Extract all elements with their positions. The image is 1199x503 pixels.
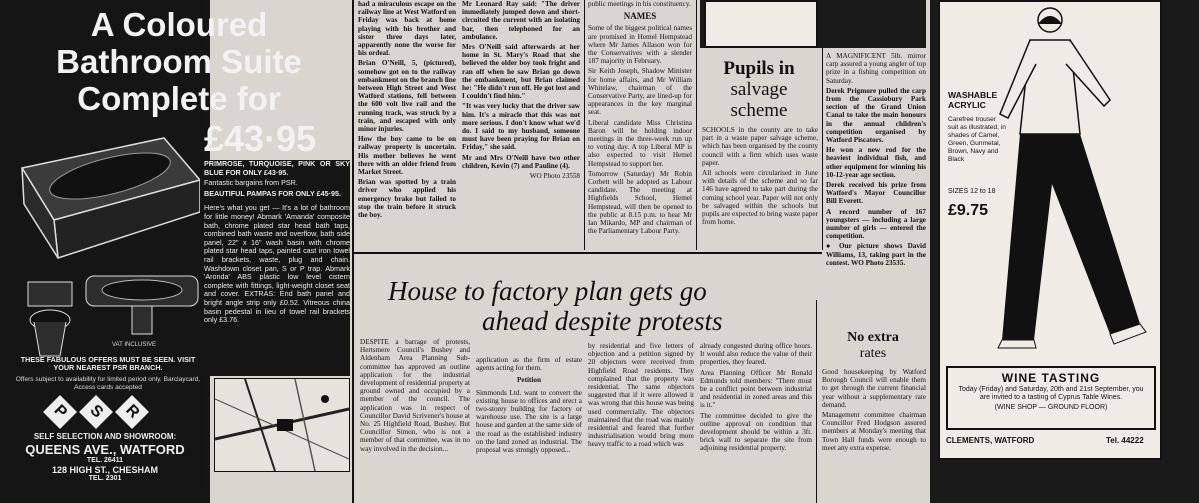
rail-para-8: Mr and Mrs O'Neill have two other children, Kevin (7) and Pauline (4). xyxy=(462,153,580,170)
column-rule xyxy=(696,0,697,250)
clements-store: CLEMENTS, WATFORD xyxy=(946,436,1035,445)
wine-location: (WINE SHOP — GROUND FLOOR) xyxy=(994,403,1108,411)
tel-chesham: TEL. 2301 xyxy=(88,475,122,482)
names-para-4: Tomorrow (Saturday) Mr Robin Corbett will be adopted as Labour candidate. The meeting at Highfields School, Hemel Hempstead, will then be opened to the public at 8.15 p.m. to hear Mr Ian Mikardo, MP and chairman of the Parliamentary Labour Party. xyxy=(588,169,692,236)
house-headline-1: House to factory plan gets go xyxy=(388,276,707,306)
pupils-headline-2: salvage xyxy=(730,79,788,100)
ad-body-text: Here's what you get — It's a lot of bathroom for little money! Abmark 'Amanda' composite bath, chrome plated star head bath taps, combined bath waste and overflow, bath side panel, 22" x 16" wash basin with chrome plated star head taps, painted cast iron towel rail brackets, waste, plug and chain. Washdown closet pan, S or P trap. Abmark 'Aronda' ABS plastic low level cistern complete with fittings, light-weight closet seat and cover. EXTRAS: End bath panel and bright angle strip only £0.52. Vitreous china basin pedestal in lieu of towel rail brackets only £3.76. xyxy=(204,203,350,325)
rates-para-1: Good housekeeping by Watford Borough Council will enable them to get through the current financial year without a supplementary rate demand. xyxy=(822,368,926,409)
rail-para-3: How the boy came to be on railway property is uncertain. His mother believes he went there with an older friend from Market Street. xyxy=(358,135,456,177)
names-story xyxy=(588,0,692,250)
psr-logo-r: R xyxy=(115,395,149,429)
rates-headline xyxy=(820,330,926,362)
tel-watford: TEL. 26411 xyxy=(86,457,124,464)
pupils-para-1: SCHOOLS in the county are to take part in a waste paper salvage scheme, which has been organised by the county council with a firm which uses waste paper. xyxy=(702,126,818,167)
house-col4-text: already congested during office hours. It would also reduce the value of their properties, they feared. xyxy=(700,342,812,367)
rates-headline-1: No extra xyxy=(847,330,899,345)
house-col3-text: by residential and five letters of objection and a petition signed by 20 objectors were received from Highfield Road residents. They complained that the property was residential. The same objectors suggested that if it were allowed it was wrong that this house was being used commercially. The objectors maintained that the road was mainly residential and feared that further industrialisation would bring more heavy traffic to a road which was xyxy=(588,342,694,449)
angler-para-3: He won a new rod for the heaviest individual fish, and other equipment for winning his 10-12-year age section. xyxy=(826,146,926,179)
house-col2-body: Simmonds Ltd. want to convert the existing house to offices and erect a two-storey building for factory or warehouse use. The site is a large house and garden at the same side of the road as the established industry on the land zoned as industrial. The proposal was strongly opposed... xyxy=(476,388,582,455)
column-rule xyxy=(584,0,585,250)
rail-para-2: Brian O'Neill, 5, (pictured), somehow got on to the railway embankment on the branch line between High Street and West Watford stations, fell between the 600 volt live rail and the running track, was struck by a train, and escaped with only minor injuries. xyxy=(358,59,456,134)
house-col2-text: application as the firm of estate agents acting for them. xyxy=(476,356,582,373)
angler-para-1: A MAGNIFICENT 5lb. mirror carp assured a young angler of top prize in a fishing competition on Saturday. xyxy=(826,52,926,85)
pupils-headline xyxy=(700,58,818,121)
rail-story-col2 xyxy=(462,0,580,248)
rail-para-4: Brian was spotted by a train driver who applied his emergency brake but failed to stop the train before it struck the boy. xyxy=(358,178,456,220)
clements-sizes: SIZES 12 to 18 xyxy=(948,188,996,195)
bargain-text: Fantastic bargains from PSR. xyxy=(204,178,298,188)
address-watford: QUEENS AVE., WATFORD xyxy=(25,442,185,457)
offer-text: THESE FABULOUS OFFERS MUST BE SEEN. VISIT YOUR NEAREST PSR BRANCH. xyxy=(20,355,196,373)
basin-illustration xyxy=(82,268,202,338)
rail-para-1: had a miraculous escape on the railway line at West Watford on Friday was back at home playing with his brother and sister three days later, apparently none the worse for his ordeal. xyxy=(358,0,456,58)
pupils-story xyxy=(702,126,818,250)
clements-price: £9.75 xyxy=(948,202,989,219)
names-heading: NAMES xyxy=(623,11,657,22)
toilet-illustration xyxy=(22,280,78,360)
house-petition-head: Petition xyxy=(517,376,541,385)
pupils-para-2: All schools were circularised in June with details of the scheme and so far 146 have agreed to take part during the coming school year. Paper will not only be salvaged within the schools but pupils are expected to bring waste paper from home. xyxy=(702,169,818,227)
headline-line-1: A Coloured xyxy=(90,6,268,43)
address-chesham: 128 HIGH ST., CHESHAM xyxy=(51,465,159,475)
trouser-suit-illustration xyxy=(980,4,1150,354)
pampas-text: BEAUTIFUL PAMPAS FOR ONLY £45·95. xyxy=(204,188,341,198)
bathroom-ad-body xyxy=(200,160,350,376)
angler-para-6: ● Our picture shows David Williams, 13, taking part in the contest. WO Photo 23535. xyxy=(826,242,926,267)
rail-para-7: "It was very lucky that the driver saw him. It's a miracle that this was not more serious. I don't know what we'd do. I said to my husband, someone must have been praying for Brian on Friday," she said. xyxy=(462,102,580,152)
pupils-headline-3: scheme xyxy=(730,100,788,121)
rail-para-5: Mr Leonard Ray said: "The driver immediately jumped down and short-circuited the current with an isolating bar, then telephoned for an ambulance. xyxy=(462,0,580,41)
map-graphic xyxy=(215,379,349,471)
names-para-3: Liberal candidate Miss Christina Baron will be holding indoor meetings in the three-week run up to voting day. A top Liberal MP is also expected to visit Hemel Hempstead to support her. xyxy=(588,118,692,168)
house-col4-body: The committee decided to give the outline approval on condition that development should be within a 3ft. brick wall to separate the site from adjoining residential property. xyxy=(700,411,812,453)
names-para-1: Some of the biggest political names are promised in Hemel Hempstead where Mr James Allason won for the Conservatives with a slender 187 majority in February. xyxy=(588,24,692,66)
colours-text: PRIMROSE, TURQUOISE, PINK OR SKY BLUE FOR ONLY £43·95. xyxy=(204,160,350,177)
branch-map xyxy=(214,378,350,472)
names-para-2: Sir Keith Joseph, Shadow Minister for home affairs, and Mr William Whitelaw, chairman of the Conservative Party, are lined-up for appearances in the key marginal seat. xyxy=(588,67,692,117)
house-col-4 xyxy=(700,342,812,503)
bathroom-ad-headline xyxy=(8,6,350,117)
section-rule xyxy=(354,252,822,254)
clements-brand: WASHABLE ACRYLIC xyxy=(948,90,998,110)
rates-para-2: Management committee chairman Councillor Fred Hodgson assured members at Monday's meeting that Town Hall funds were enough to meet any extra expense. xyxy=(822,411,926,452)
vat-label: VAT INCLUSIVE xyxy=(112,342,157,348)
wine-tasting-box xyxy=(946,366,1156,430)
clements-tel: Tel. 44222 xyxy=(1106,436,1144,445)
column-rule xyxy=(816,300,817,503)
rail-para-6: Mrs O'Neill said afterwards at her home in St. Mary's Road that she believed the older boy took fright and ran off when he saw Brian go down the embankment, but Brian claimed he: "He didn't run off. He got lost and I couldn't find him." xyxy=(462,43,580,101)
rates-story xyxy=(822,368,926,503)
angler-para-4: Derek received his prize from Watford's Mayor Councillor Bill Everett. xyxy=(826,181,926,206)
wine-body: Today (Friday) and Saturday, 20th and 21st September, you are invited to a tasting of Cyprus Table Wines. xyxy=(958,386,1144,402)
headline-price: £43·95 xyxy=(204,118,317,159)
house-headline-2: ahead despite protests xyxy=(482,306,723,336)
headline-line-2: Bathroom Suite xyxy=(56,43,302,80)
subject-text: Offers subject to availability for limited period only. Barclaycard, Access cards accepted xyxy=(15,376,201,391)
psr-logo-p: P xyxy=(43,395,77,429)
names-lead: public meetings in his constituency. xyxy=(588,0,691,8)
house-col1-text: DESPITE a barrage of protests, Hertsmere Council's Bushey and Aldenham Area Planning Sub-committee has approved an outline application for the industrial development of residential property at ground owned and occupied by a member of the council. The application was in respect of Councillor David Scrivener's house at No. 25 Highfield Road, Bushey. But Councillor Simon, who is not a member of that committee, was in no way involved in the decision... xyxy=(360,338,470,453)
bath-illustration xyxy=(14,128,204,268)
rail-story-col1 xyxy=(358,0,456,248)
wine-title: WINE TASTING xyxy=(1001,371,1101,385)
clements-desc: Carefree trouser suit as illustrated, in shades of Camel, Green, Gunmetal, Brown, Navy and Black xyxy=(948,116,1006,163)
psr-logo-s: S xyxy=(79,395,113,429)
self-selection-text: SELF SELECTION AND SHOWROOM: xyxy=(33,432,177,441)
house-col-3 xyxy=(588,342,694,503)
headline-line-3: Complete for xyxy=(77,80,281,117)
house-col-1 xyxy=(360,338,470,503)
angler-para-2: Derek Prigmore pulled the carp from the Cassiobury Park section of the Grand Union Canal to take the main honours in the annual children's competition organised by Watford Piscators. xyxy=(826,86,926,145)
angler-para-5: A record number of 167 youngsters — including a large number of girls — entered the competition. xyxy=(826,207,926,241)
rates-headline-2: rates xyxy=(859,346,887,361)
psr-logo xyxy=(48,400,168,428)
house-col-2 xyxy=(476,356,582,503)
column-rule xyxy=(822,48,823,250)
rail-photo-credit: WO Photo 23558 xyxy=(529,172,580,181)
pupils-headline-1: Pupils in xyxy=(723,58,795,79)
angler-photo-border xyxy=(704,0,818,48)
angler-story xyxy=(826,52,926,302)
house-col4-head: Area Planning Officer Mr Ronald Edmunds told members: "There must be a conflict point between industrial and residential in zoned areas and this is it." xyxy=(700,368,812,410)
